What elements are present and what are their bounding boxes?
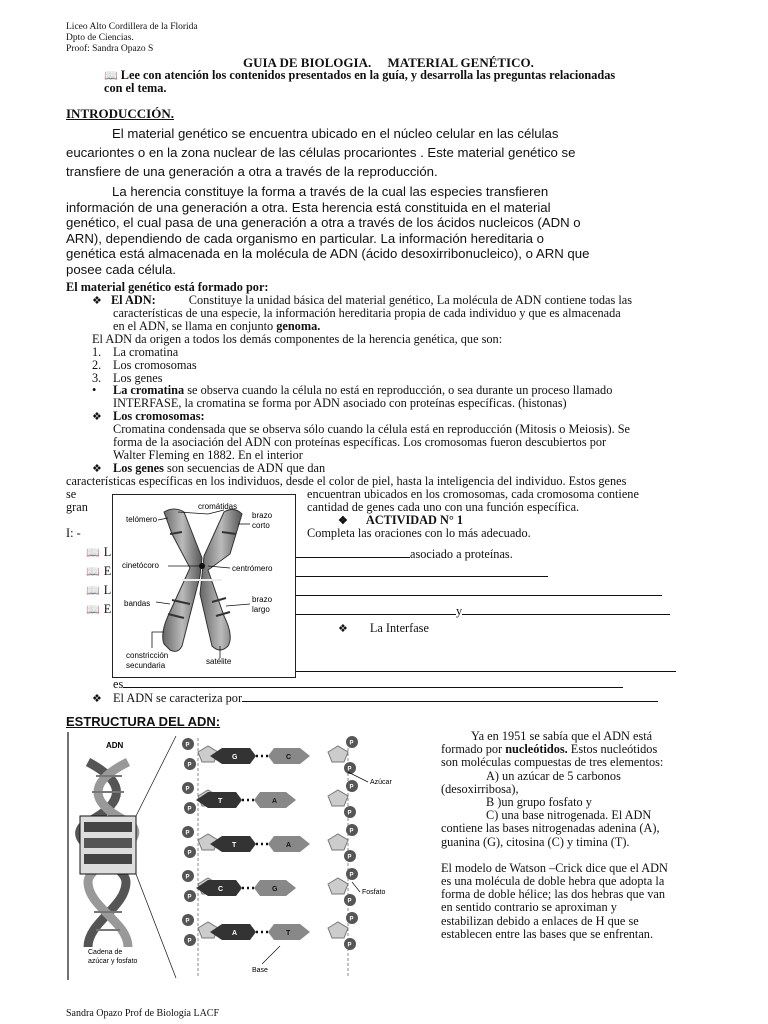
- diamond-bullet-icon: ❖: [92, 463, 102, 475]
- watson-line: es una molécula de doble hebra que adopta la: [441, 874, 665, 889]
- diamond-bullet-icon: ❖: [338, 623, 348, 635]
- label-fosfato: Fosfato: [362, 889, 386, 896]
- genes-gran: gran: [66, 500, 88, 514]
- estructura-heading-text: ESTRUCTURA DEL ADN:: [66, 714, 221, 729]
- label-pointer: [262, 946, 280, 964]
- watson-line: forma de doble hélice; las dos hebras que van: [441, 887, 665, 902]
- answer-blank[interactable]: [462, 603, 670, 615]
- instruction-line-1: Lee con atención los contenidos presentados en la guía, y desarrolla las preguntas relacionadas: [120, 68, 616, 82]
- es-row: [113, 676, 623, 691]
- sugar-shape: [328, 834, 348, 850]
- instruction: [104, 69, 615, 83]
- cromosomas-line-2: forma de la asociación del ADN con proteínas específicas. Los cromosomas fueron descubiertos por: [113, 435, 607, 449]
- estructura-line: son moléculas compuestas de tres elementos:: [441, 755, 664, 770]
- label-cadena-2: azúcar y fosfato: [88, 958, 138, 965]
- base-letter: T: [232, 842, 237, 849]
- origin-line: El ADN da origen a todos los demás componentes de la herencia genética, que son:: [92, 332, 503, 346]
- answer-blank[interactable]: [296, 660, 676, 672]
- label-base: Base: [252, 967, 268, 974]
- label-cinetocoro: cinetócoro: [122, 561, 159, 570]
- sugar-shape: [328, 878, 348, 894]
- estructura-text: [441, 730, 741, 941]
- intro-p2-line: La herencia constituye la forma a través de la cual las especies transfieren: [112, 184, 549, 199]
- intro-p2-line: genética está almacenada en la molécula de ADN (ácido desoxirribonucleico), o ARN que: [66, 246, 590, 261]
- intro-heading-text: INTRODUCCIÓN.: [66, 106, 174, 121]
- intro-paragraph-1: [66, 124, 726, 181]
- department-name: Dpto de Ciencias.: [66, 33, 134, 43]
- phosphate-label: P: [187, 806, 192, 813]
- genes-line-2: características específicas en los individuos, desde el color de piel, hasta la inteligencia del individuo. Estos genes: [66, 474, 627, 488]
- book-icon: 📖: [86, 547, 100, 559]
- chromosome-figure: [112, 494, 296, 678]
- list-text: Los cromosomas: [113, 358, 197, 373]
- label-cromatidas: cromátidas: [198, 502, 238, 511]
- genes-line-3: encuentran ubicados en los cromosomas, cada cromosoma contiene: [307, 487, 639, 501]
- phosphate-label: P: [349, 740, 354, 747]
- answer-blank[interactable]: [296, 565, 548, 577]
- estructura-line: contiene las bases nitrogenadas adenina (A),: [441, 821, 660, 836]
- base-letter: G: [272, 886, 278, 893]
- label-bandas: bandas: [124, 599, 151, 608]
- intro-p2-line: ARN), dependiendo de cada organismo en particular. La información hereditaria o: [66, 230, 544, 246]
- footer: Sandra Opazo Prof de Biología LACF: [66, 1008, 220, 1019]
- actividad-title-text: ACTIVIDAD N° 1: [365, 513, 464, 527]
- label-cadena-1: Cadena de: [88, 949, 123, 956]
- watson-line: en sentido contrario se aproximan y: [441, 900, 617, 915]
- estructura-line-part: Estos nucleótidos: [567, 742, 658, 757]
- label-satelite: satélite: [206, 657, 232, 666]
- actividad-numeral: I: -: [66, 526, 81, 540]
- list-number: 1.: [92, 345, 102, 359]
- adn-label: El ADN:: [110, 293, 156, 307]
- nucleotidos-term: nucleótidos.: [505, 742, 568, 757]
- phosphate-label: P: [185, 786, 190, 793]
- question-4-mid: y: [456, 604, 463, 618]
- phosphate-label: P: [347, 766, 352, 773]
- phosphate-label: P: [349, 872, 354, 879]
- label-adn: ADN: [106, 741, 124, 750]
- question-1-end: asociado a proteínas.: [410, 547, 513, 561]
- base-letter: G: [232, 754, 238, 761]
- answer-blank[interactable]: [296, 546, 410, 558]
- watson-line: El modelo de Watson –Crick dice que el ADN: [441, 860, 668, 875]
- phosphate-label: P: [187, 938, 192, 945]
- question-1-start: L: [103, 545, 112, 559]
- base-letter: T: [218, 798, 223, 805]
- intro-p1-line: transfiere de una generación a otra a través de la reproducción.: [66, 164, 438, 179]
- watson-line: establecen entre las bases que se enfrentan.: [441, 926, 654, 941]
- diamond-bullet-icon: ❖: [92, 693, 102, 705]
- cromatina-line-1: se observa cuando la célula no está en reproducción, o sea durante un proceso llamado: [184, 383, 613, 397]
- material-heading: El material genético está formado por:: [66, 280, 269, 294]
- intro-heading: [66, 107, 174, 121]
- cromatina-line-2: INTERFASE, la cromatina se forma por ADN asociado con proteínas específicas. (histonas): [113, 396, 567, 410]
- watson-line: estabilizan debido a enlaces de H que se: [441, 913, 639, 928]
- base-letter: T: [286, 930, 291, 937]
- adn-line-3-text: en el ADN, se llama en conjunto: [113, 319, 277, 333]
- estructura-line: C) una base nitrogenada. El ADN: [486, 808, 652, 823]
- question-4-start: E: [103, 602, 112, 616]
- genes-se: se: [66, 487, 77, 501]
- phosphate-label: P: [349, 784, 354, 791]
- question-3-blank-row: [296, 584, 662, 599]
- dna-figure: [66, 732, 436, 982]
- actividad-instruction: Completa las oraciones con lo más adecuado.: [307, 526, 531, 540]
- teacher-name: Proof: Sandra Opazo S: [66, 44, 154, 54]
- label-brazo-largo-2: largo: [252, 605, 270, 614]
- cromatina-label: La cromatina: [113, 383, 185, 397]
- answer-blank[interactable]: [296, 584, 662, 596]
- phosphate-label: P: [349, 916, 354, 923]
- question-4: [86, 603, 111, 617]
- phosphate-label: P: [185, 874, 190, 881]
- estructura-line: A) un azúcar de 5 carbonos: [486, 768, 621, 783]
- adn-line-2: características de una especie, la información hereditaria propia de cada individuo y que es almacenada: [113, 306, 621, 320]
- base-letter: A: [232, 930, 238, 937]
- estructura-line: B )un grupo fosfato y: [486, 795, 592, 810]
- answer-blank[interactable]: [296, 603, 456, 615]
- intro-p2-line: posee cada célula.: [66, 261, 176, 277]
- components-list: [92, 346, 197, 386]
- cromosomas-line-3: Walter Fleming en 1882. En el interior: [113, 448, 303, 462]
- intro-paragraph-2: [66, 184, 726, 277]
- header-block: [66, 22, 198, 55]
- label-brazo-corto-2: corto: [252, 521, 270, 530]
- book-icon: 📖: [104, 70, 118, 82]
- label-azucar: Azúcar: [370, 779, 392, 786]
- estructura-line: Ya en 1951 se sabía que el ADN está: [471, 729, 653, 743]
- interfase-blank-row: [296, 660, 676, 675]
- phosphate-label: P: [185, 918, 190, 925]
- phosphate-label: P: [347, 810, 352, 817]
- diamond-bullet-icon: ❖: [92, 411, 102, 423]
- phosphate-label: P: [185, 742, 190, 749]
- instruction-line-2: con el tema.: [104, 81, 167, 95]
- adn-caracteriza-text: El ADN se caracteriza por: [113, 691, 243, 705]
- list-number: 2.: [92, 358, 102, 373]
- phosphate-label: P: [347, 898, 352, 905]
- question-4-blank-row: [296, 603, 670, 618]
- label-pointer: [352, 882, 360, 892]
- interfase-text: La Interfase: [369, 621, 429, 635]
- list-number: 3.: [92, 371, 102, 386]
- diamond-bullet-icon: ❖: [338, 515, 348, 527]
- diamond-bullet-icon: ❖: [92, 295, 102, 307]
- sugar-shape: [328, 790, 348, 806]
- intro-p2-line: genético, el cual pasa de una generación a otra a través de los ácidos nucleicos (ADN o: [66, 215, 581, 230]
- es-text: es: [113, 677, 124, 691]
- intro-p1-line: El material genético se encuentra ubicado en el núcleo celular en las células: [112, 126, 559, 141]
- estructura-heading: [66, 714, 220, 729]
- intro-p1-line: eucariontes o en la zona nuclear de las células procariontes . Este material genético se: [66, 145, 576, 160]
- base-letter: A: [286, 842, 292, 849]
- page-title: GUIA DE BIOLOGIA. MATERIAL GENÉTICO.: [243, 55, 534, 70]
- adn-caracteriza-row: [92, 690, 658, 706]
- question-2-start: E: [103, 564, 112, 578]
- zoom-line: [136, 874, 176, 978]
- cromosomas-label: Los cromosomas:: [113, 409, 205, 423]
- phosphate-label: P: [347, 942, 352, 949]
- base-letter: C: [218, 886, 224, 893]
- phosphate-label: P: [347, 854, 352, 861]
- list-text: Los genes: [113, 371, 163, 386]
- intro-p2-line: información de una generación a otra. Esta herencia está constituida en el material: [66, 199, 551, 215]
- label-telomero: telómero: [126, 515, 158, 524]
- label-constriccion-2: secundaria: [126, 661, 166, 670]
- book-icon: 📖: [86, 566, 100, 578]
- phosphate-label: P: [185, 830, 190, 837]
- estructura-line-part: formado por: [441, 742, 506, 757]
- sugar-shape: [328, 746, 348, 762]
- label-constriccion-1: constricción: [126, 651, 169, 660]
- dot-bullet-icon: •: [92, 383, 97, 397]
- zoom-line: [136, 736, 176, 816]
- estructura-line: guanina (G), citosina (C) y timina (T).: [441, 834, 630, 849]
- list-text: La cromatina: [113, 345, 179, 359]
- label-brazo-corto-1: brazo: [252, 511, 273, 520]
- phosphate-label: P: [187, 762, 192, 769]
- base-letter: C: [286, 754, 292, 761]
- question-3-start: L: [103, 583, 112, 597]
- question-1-blank-row: [296, 546, 513, 561]
- interfase-item: [338, 622, 429, 636]
- genes-line-1: son secuencias de ADN que dan: [163, 461, 326, 475]
- school-name: Liceo Alto Cordillera de la Florida: [66, 22, 198, 32]
- base-letter: A: [272, 798, 278, 805]
- question-2-blank-row: [296, 565, 548, 580]
- phosphate-label: P: [187, 850, 192, 857]
- dna-ladder: [182, 736, 368, 976]
- book-icon: 📖: [86, 585, 100, 597]
- genes-line-4: cantidad de genes cada uno con una función específica.: [307, 500, 580, 514]
- answer-blank[interactable]: [242, 690, 658, 702]
- book-icon: 📖: [86, 604, 100, 616]
- phosphate-label: P: [349, 828, 354, 835]
- sugar-shape: [328, 922, 348, 938]
- genoma-term: genoma.: [276, 319, 321, 333]
- adn-line-1: Constituye la unidad básica del material genético, La molécula de ADN contiene todas las: [188, 293, 633, 307]
- cromosomas-line-1: Cromatina condensada que se observa sólo cuando la célula está en reproducción (Mitosis o Meiosis). Se: [113, 422, 631, 436]
- zoom-box-letters: [84, 822, 132, 864]
- question-3: [86, 584, 111, 598]
- label-centromero: centrómero: [232, 564, 273, 573]
- phosphate-label: P: [187, 894, 192, 901]
- genes-label: Los genes: [113, 461, 164, 475]
- question-2: [86, 565, 111, 579]
- label-brazo-largo-1: brazo: [252, 595, 273, 604]
- estructura-line: (desoxirribosa),: [441, 781, 519, 796]
